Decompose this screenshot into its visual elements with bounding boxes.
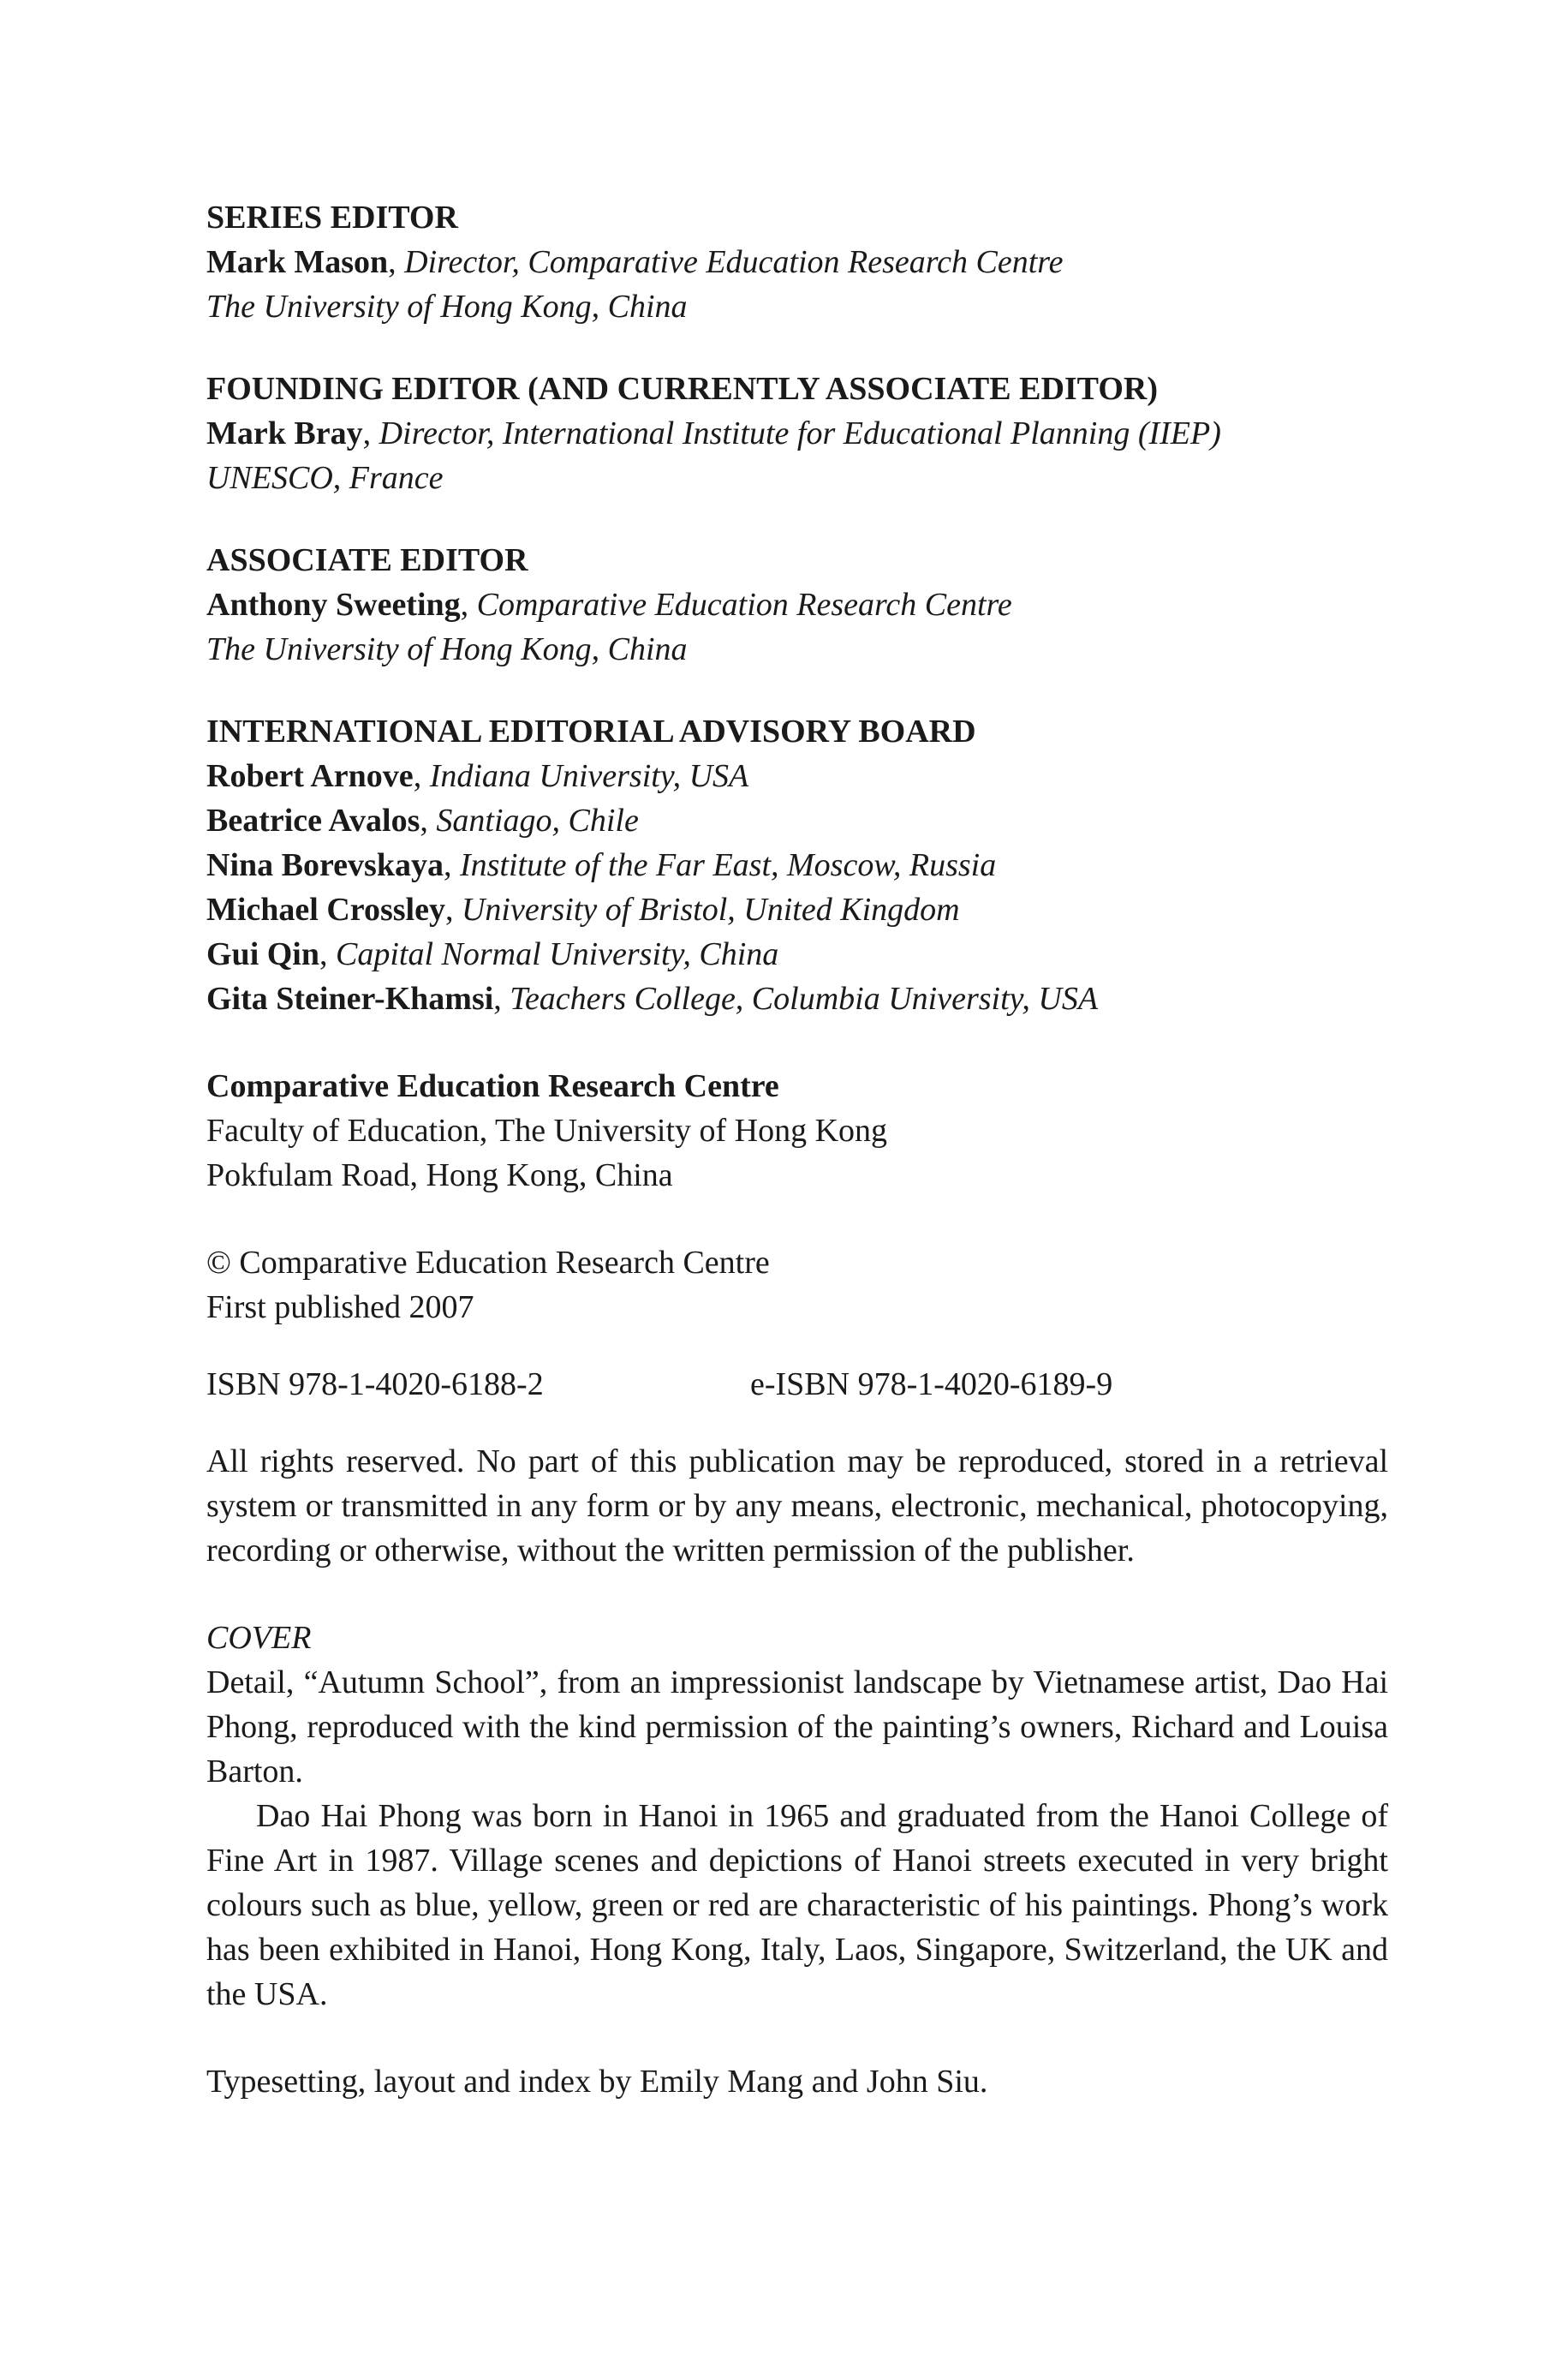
member-affiliation: Teachers College, Columbia University, USA <box>510 981 1099 1017</box>
associate-editor-affiliation: The University of Hong Kong, China <box>206 631 688 667</box>
copyright-line: © Comparative Education Research Centre <box>206 1245 770 1281</box>
series-editor-role: Director, Comparative Education Research Centre <box>404 244 1064 280</box>
member-affiliation: Indiana University, USA <box>429 758 749 794</box>
advisory-board-member: Gui Qin, Capital Normal University, China <box>206 936 779 972</box>
member-name: Robert Arnove <box>206 758 414 794</box>
isbn-electronic: e-ISBN 978-1-4020-6189-9 <box>750 1366 1113 1402</box>
founding-editor-affiliation: UNESCO, France <box>206 460 444 496</box>
series-editor-heading: SERIES EDITOR <box>206 200 458 236</box>
isbn-row <box>206 1362 1388 1407</box>
member-affiliation: Santiago, Chile <box>436 803 639 839</box>
member-name: Nina Borevskaya <box>206 847 444 883</box>
cover-heading: COVER <box>206 1620 312 1656</box>
publisher-address-line-1: Faculty of Education, The University of Hong Kong <box>206 1113 888 1149</box>
advisory-board-member: Gita Steiner-Khamsi, Teachers College, Columbia University, USA <box>206 981 1099 1017</box>
founding-editor-line: Mark Bray, Director, International Institute for Educational Planning (IIEP) <box>206 415 1221 451</box>
series-editor-line: Mark Mason, Director, Comparative Education Research Centre <box>206 244 1064 280</box>
rights-statement: All rights reserved. No part of this publication may be reproduced, stored in a retrieval system or transmitted in any form or by any means, electronic, mechanical, photocopying, recording or otherwise, without the written permission of the publisher. <box>206 1443 1388 1568</box>
member-name: Gita Steiner-Khamsi <box>206 981 494 1017</box>
copyright-notice <box>206 1240 1388 1329</box>
advisory-board-section <box>206 709 1388 1021</box>
founding-editor-section <box>206 367 1388 500</box>
associate-editor-line: Anthony Sweeting, Comparative Education Research Centre <box>206 587 1012 623</box>
founding-editor-heading: FOUNDING EDITOR (AND CURRENTLY ASSOCIATE EDITOR) <box>206 371 1158 407</box>
advisory-board-member: Beatrice Avalos, Santiago, Chile <box>206 803 639 839</box>
publisher-address <box>206 1064 1388 1198</box>
associate-editor-role: Comparative Education Research Centre <box>476 587 1012 623</box>
advisory-board-member: Nina Borevskaya, Institute of the Far East, Moscow, Russia <box>206 847 997 883</box>
series-editor-section <box>206 195 1388 329</box>
publisher-name: Comparative Education Research Centre <box>206 1068 779 1104</box>
member-affiliation: University of Bristol, United Kingdom <box>461 892 960 928</box>
isbn-print: ISBN 978-1-4020-6188-2 <box>206 1366 544 1402</box>
founding-editor-role: Director, International Institute for Educational Planning (IIEP) <box>379 415 1221 451</box>
associate-editor-name: Anthony Sweeting <box>206 587 461 623</box>
copyright-page <box>206 195 1388 2104</box>
advisory-board-heading: INTERNATIONAL EDITORIAL ADVISORY BOARD <box>206 714 976 750</box>
publisher-address-line-2: Pokfulam Road, Hong Kong, China <box>206 1157 673 1193</box>
member-name: Michael Crossley <box>206 892 445 928</box>
series-editor-name: Mark Mason <box>206 244 389 280</box>
member-affiliation: Institute of the Far East, Moscow, Russia <box>459 847 997 883</box>
advisory-board-member: Robert Arnove, Indiana University, USA <box>206 758 749 794</box>
member-name: Beatrice Avalos <box>206 803 420 839</box>
associate-editor-section <box>206 538 1388 672</box>
cover-credits <box>206 1616 1388 2017</box>
cover-detail: Detail, “Autumn School”, from an impressionist landscape by Vietnamese artist, Dao Hai Phong, reproduced with the kind permission of the painting’s owners, Richard and Louisa Barton. <box>206 1664 1388 1789</box>
associate-editor-heading: ASSOCIATE EDITOR <box>206 542 528 578</box>
artist-bio: Dao Hai Phong was born in Hanoi in 1965 and graduated from the Hanoi College of Fine Art in 1987. Village scenes and depictions of Hanoi streets executed in very bright colours such as blue, yellow, green or red are characteristic of his paintings. Phong’s work has been exhibited in Hanoi, Hong Kong, Italy, Laos, Singapore, Switzerland, the UK and the USA. <box>206 1798 1388 2012</box>
first-published: First published 2007 <box>206 1289 474 1325</box>
member-name: Gui Qin <box>206 936 319 972</box>
advisory-board-member: Michael Crossley, University of Bristol, United Kingdom <box>206 892 960 928</box>
member-affiliation: Capital Normal University, China <box>336 936 779 972</box>
founding-editor-name: Mark Bray <box>206 415 363 451</box>
typesetting-credit: Typesetting, layout and index by Emily Mang and John Siu. <box>206 2064 988 2100</box>
series-editor-affiliation: The University of Hong Kong, China <box>206 289 688 325</box>
